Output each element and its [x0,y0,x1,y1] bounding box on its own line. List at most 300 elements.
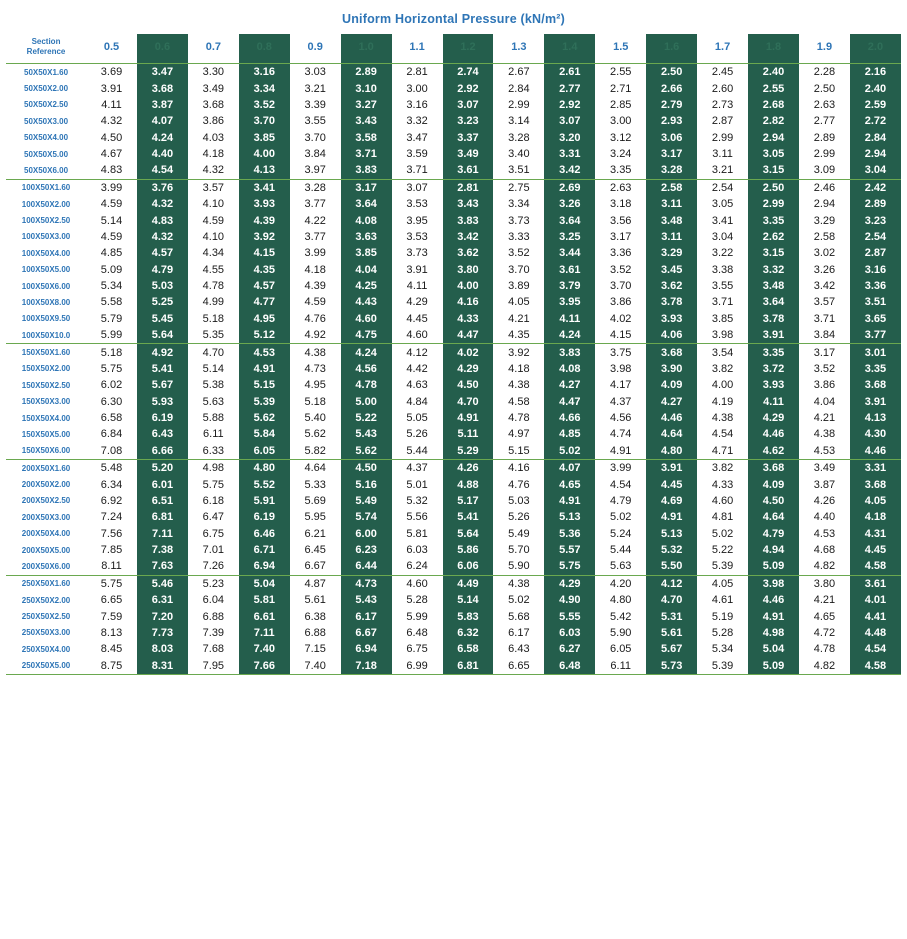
pressure-cell: 5.02 [610,511,632,524]
pressure-cell: 3.68 [137,80,188,96]
pressure-cell: 3.73 [406,247,428,260]
pressure-cell: 3.70 [304,131,326,144]
pressure-cell: 4.65 [544,476,595,492]
pressure-cell: 6.75 [406,643,428,656]
pressure-cell: 2.77 [813,115,836,128]
pressure-cell: 2.81 [406,66,428,79]
pressure-cell: 5.90 [610,626,632,639]
pressure-cell: 4.79 [610,494,632,507]
column-header-row [6,34,901,64]
pressure-cell: 3.71 [406,164,428,177]
pressure-cell: 7.11 [137,526,188,542]
pressure-cell: 5.57 [544,542,595,558]
table-row [6,80,901,96]
column-header-0-6: 0.6 [137,34,188,64]
pressure-cell: 4.90 [544,592,595,608]
pressure-cell: 3.00 [610,115,632,128]
pressure-cell: 4.45 [850,542,901,558]
pressure-cell: 4.39 [304,280,326,293]
pressure-cell: 6.44 [341,558,392,575]
pressure-cell: 3.49 [799,460,850,477]
pressure-cell: 5.39 [711,560,734,573]
pressure-cell: 3.37 [443,130,494,146]
pressure-cell: 3.42 [544,162,595,179]
pressure-cell: 3.35 [748,344,799,361]
pressure-cell: 8.45 [100,643,123,656]
pressure-cell: 6.43 [137,426,188,442]
pressure-cell: 2.50 [813,82,836,95]
row-header-section-reference: 200X50X2.50 [21,496,71,506]
pressure-cell: 6.71 [239,542,290,558]
pressure-cell: 6.06 [443,558,494,575]
table-row [6,245,901,261]
pressure-cell: 4.26 [443,460,494,477]
pressure-cell: 4.11 [748,394,799,410]
pressure-cell: 4.95 [304,379,326,392]
column-header-1-8: 1.8 [748,34,799,64]
pressure-cell: 4.13 [850,410,901,426]
pressure-cell: 4.87 [290,575,341,592]
pressure-cell: 4.71 [711,444,734,457]
pressure-cell: 5.63 [202,395,225,408]
pressure-cell: 4.26 [813,494,836,507]
pressure-cell: 5.02 [508,594,530,607]
pressure-cell: 4.60 [406,329,428,342]
pressure-cell: 3.40 [508,148,530,161]
pressure-cell: 3.49 [202,82,225,95]
pressure-cell: 3.35 [610,164,632,177]
pressure-cell: 7.08 [100,444,123,457]
pressure-cell: 3.28 [646,162,697,179]
pressure-cell: 4.83 [137,212,188,228]
column-header-0-9: 0.9 [290,34,341,64]
pressure-cell: 5.15 [239,377,290,393]
pressure-cell: 4.25 [341,278,392,294]
pressure-cell: 5.99 [406,610,428,623]
pressure-cell: 6.24 [406,560,428,573]
pressure-cell: 3.93 [646,311,697,327]
pressure-cell: 5.34 [100,280,123,293]
pressure-cell: 3.11 [712,148,733,161]
pressure-cell: 4.98 [748,625,799,641]
pressure-cell: 5.93 [137,394,188,410]
pressure-cell: 4.45 [406,312,428,325]
pressure-cell: 2.68 [748,97,799,113]
pressure-cell: 3.26 [544,196,595,212]
pressure-cell: 6.03 [406,544,428,557]
pressure-cell: 3.70 [610,280,632,293]
pressure-cell: 4.27 [544,377,595,393]
pressure-cell: 4.72 [813,626,836,639]
pressure-cell: 4.53 [813,444,836,457]
pressure-cell: 7.66 [239,658,290,675]
pressure-cell: 3.42 [813,280,836,293]
pressure-cell: 2.85 [610,98,632,111]
pressure-cell: 4.95 [239,311,290,327]
row-header-section-reference: 250X50X5.00 [6,658,86,675]
pressure-cell: 6.11 [203,428,224,441]
pressure-cell: 5.50 [646,558,697,575]
pressure-cell: 6.43 [508,643,530,656]
pressure-cell: 6.18 [202,494,225,507]
pressure-cell: 4.62 [748,443,799,460]
pressure-cell: 6.27 [544,641,595,657]
pressure-cell: 4.69 [646,493,697,509]
pressure-cell: 3.64 [748,294,799,310]
pressure-cell: 4.03 [202,131,225,144]
pressure-cell: 5.32 [406,494,428,507]
pressure-cell: 3.47 [137,64,188,81]
pressure-cell: 3.57 [188,179,239,196]
pressure-cell: 7.63 [137,558,188,575]
pressure-cell: 3.52 [239,97,290,113]
pressure-cell: 4.55 [202,263,225,276]
pressure-cell: 3.87 [813,478,836,491]
pressure-cell: 5.41 [443,509,494,525]
pressure-cell: 4.12 [646,575,697,592]
corner-header-line-1: Section [31,37,61,46]
pressure-cell: 3.85 [711,312,734,325]
pressure-cell: 5.43 [341,592,392,608]
pressure-cell: 6.94 [239,558,290,575]
table-row [6,130,901,146]
pressure-cell: 2.72 [850,113,901,129]
pressure-cell: 5.25 [137,294,188,310]
pressure-cell: 4.60 [711,494,734,507]
pressure-cell: 4.53 [239,344,290,361]
pressure-cell: 5.05 [406,412,428,425]
pressure-cell: 5.02 [544,443,595,460]
pressure-cell: 6.46 [239,526,290,542]
column-header-0-5: 0.5 [86,34,137,64]
pressure-cell: 5.33 [304,478,326,491]
pressure-cell: 4.61 [711,594,734,607]
pressure-cell: 4.46 [850,443,901,460]
pressure-cell: 4.81 [711,511,734,524]
pressure-cell: 4.10 [202,230,225,243]
pressure-cell: 4.41 [850,608,901,624]
pressure-cell: 4.91 [646,509,697,525]
row-header-section-reference: 100X50X4.00 [21,248,71,258]
pressure-cell: 4.91 [544,493,595,509]
pressure-cell: 5.31 [646,608,697,624]
pressure-cell: 5.39 [697,658,748,675]
pressure-cell: 4.39 [239,212,290,228]
pressure-cell: 4.18 [202,148,225,161]
row-header-section-reference: 100X50X9.50 [21,314,71,324]
pressure-cell: 3.00 [406,82,428,95]
pressure-cell: 3.89 [508,280,530,293]
pressure-cell: 5.09 [100,263,123,276]
pressure-cell: 7.85 [100,544,123,557]
column-header-0-7: 0.7 [188,34,239,64]
pressure-cell: 2.59 [850,97,901,113]
pressure-cell: 3.34 [239,80,290,96]
pressure-cell: 5.90 [508,560,530,573]
pressure-cell: 3.20 [544,130,595,146]
pressure-cell: 6.19 [137,410,188,426]
pressure-cell: 2.99 [748,196,799,212]
pressure-cell: 3.86 [202,115,225,128]
pressure-cell: 4.59 [100,230,123,243]
pressure-cell: 4.32 [137,229,188,245]
pressure-cell: 5.11 [443,426,494,442]
pressure-cell: 2.40 [850,80,901,96]
pressure-cell: 3.15 [748,245,799,261]
pressure-cell: 3.99 [595,460,646,477]
pressure-cell: 5.14 [443,592,494,608]
pressure-cell: 4.40 [137,146,188,162]
pressure-cell: 6.66 [137,443,188,460]
pressure-cell: 3.97 [304,164,326,177]
pressure-cell: 4.29 [544,575,595,592]
pressure-cell: 4.21 [508,312,530,325]
pressure-cell: 3.07 [392,179,443,196]
pressure-cell: 4.45 [646,476,697,492]
pressure-cell: 4.59 [100,198,123,211]
pressure-cell: 4.38 [813,428,836,441]
pressure-cell: 3.65 [850,311,901,327]
table-row [6,443,901,460]
pressure-cell: 3.29 [646,245,697,261]
pressure-cell: 5.63 [610,560,632,573]
pressure-cell: 4.29 [406,296,428,309]
pressure-cell: 3.52 [610,263,632,276]
pressure-cell: 3.52 [813,362,836,375]
pressure-cell: 2.63 [813,98,836,111]
pressure-cell: 3.87 [137,97,188,113]
pressure-cell: 4.05 [697,575,748,592]
pressure-cell: 5.62 [341,443,392,460]
pressure-cell: 6.32 [443,625,494,641]
pressure-cell: 3.62 [443,245,494,261]
pressure-cell: 6.47 [202,511,225,524]
pressure-cell: 3.01 [850,344,901,361]
table-row [6,410,901,426]
pressure-cell: 5.74 [341,509,392,525]
pressure-cell: 4.40 [813,511,836,524]
pressure-cell: 4.79 [137,262,188,278]
pressure-cell: 3.68 [850,476,901,492]
pressure-cell: 4.06 [646,327,697,344]
pressure-cell: 3.04 [850,162,901,179]
row-header-section-reference: 100X50X8.00 [21,297,71,307]
pressure-cell: 2.50 [646,64,697,81]
pressure-cell: 4.80 [610,594,632,607]
column-header-1-4: 1.4 [544,34,595,64]
table-row [6,377,901,393]
table-row [6,493,901,509]
pressure-cell: 4.99 [202,296,225,309]
pressure-cell: 6.61 [239,608,290,624]
pressure-cell: 5.01 [406,478,428,491]
pressure-cell: 5.00 [341,394,392,410]
table-row [6,592,901,608]
pressure-cell: 3.52 [508,247,530,260]
corner-header [6,34,86,64]
pressure-cell: 3.06 [646,130,697,146]
pressure-cell: 3.18 [610,198,632,211]
pressure-cell: 4.50 [100,131,123,144]
pressure-cell: 4.09 [748,476,799,492]
pressure-cell: 5.28 [406,594,428,607]
table-row [6,575,901,592]
pressure-cell: 4.05 [508,296,530,309]
pressure-cell: 4.42 [406,362,428,375]
pressure-cell: 6.81 [137,509,188,525]
pressure-cell: 3.82 [711,362,734,375]
pressure-cell: 4.38 [290,344,341,361]
pressure-cell: 5.14 [100,214,123,227]
pressure-cell: 2.73 [711,98,734,111]
pressure-cell: 4.11 [406,280,428,293]
pressure-cell: 3.23 [850,212,901,228]
pressure-cell: 4.64 [290,460,341,477]
pressure-cell: 4.17 [610,379,632,392]
pressure-cell: 5.15 [508,444,530,457]
pressure-cell: 5.09 [748,658,799,675]
pressure-cell: 3.68 [748,460,799,477]
pressure-cell: 3.64 [544,212,595,228]
pressure-cell: 5.24 [610,527,632,540]
pressure-cell: 4.27 [646,394,697,410]
pressure-cell: 6.92 [100,494,123,507]
pressure-cell: 4.50 [443,377,494,393]
pressure-cell: 4.88 [443,476,494,492]
pressure-cell: 5.81 [406,527,428,540]
pressure-cell: 4.75 [341,327,392,344]
pressure-cell: 3.92 [239,229,290,245]
pressure-cell: 6.67 [304,560,326,573]
row-header-section-reference: 200X50X6.00 [21,561,71,571]
pressure-cell: 5.13 [544,509,595,525]
pressure-cell: 4.20 [595,575,646,592]
pressure-cell: 3.27 [341,97,392,113]
pressure-cell: 5.58 [100,296,123,309]
pressure-cell: 5.67 [646,641,697,657]
pressure-cell: 3.70 [508,263,530,276]
pressure-cell: 4.18 [850,509,901,525]
pressure-cell: 4.38 [493,575,544,592]
pressure-cell: 5.91 [239,493,290,509]
pressure-cell: 3.85 [239,130,290,146]
pressure-cell: 2.94 [850,146,901,162]
pressure-cell: 3.71 [711,296,734,309]
pressure-cell: 7.18 [341,658,392,675]
pressure-cell: 5.55 [544,608,595,624]
column-header-1-0: 1.0 [341,34,392,64]
pressure-cell: 4.18 [508,362,530,375]
pressure-cell: 3.26 [813,263,836,276]
pressure-cell: 4.47 [544,394,595,410]
pressure-cell: 6.38 [304,610,326,623]
pressure-cell: 4.94 [748,542,799,558]
pressure-cell: 3.63 [341,229,392,245]
pressure-cell: 3.71 [341,146,392,162]
pressure-cell: 6.88 [304,626,326,639]
pressure-cell: 2.99 [711,131,734,144]
pressure-cell: 3.57 [813,296,836,309]
pressure-cell: 3.86 [610,296,632,309]
column-header-1-2: 1.2 [443,34,494,64]
pressure-cell: 5.04 [239,575,290,592]
pressure-cell: 4.50 [341,460,392,477]
pressure-cell: 4.16 [493,460,544,477]
pressure-cell: 4.98 [188,460,239,477]
row-header-section-reference: 100X50X5.00 [21,265,71,275]
pressure-cell: 4.49 [443,575,494,592]
pressure-cell: 4.15 [239,245,290,261]
row-header-section-reference: 250X50X2.50 [21,612,71,622]
pressure-cell: 3.77 [304,198,326,211]
pressure-cell: 3.05 [711,198,734,211]
pressure-cell: 5.64 [137,327,188,344]
pressure-cell: 3.07 [443,97,494,113]
pressure-cell: 3.24 [610,148,632,161]
pressure-cell: 5.16 [341,476,392,492]
pressure-cell: 4.70 [646,592,697,608]
pressure-cell: 2.92 [544,97,595,113]
pressure-cell: 4.64 [748,509,799,525]
pressure-cell: 5.64 [443,526,494,542]
pressure-cell: 5.62 [239,410,290,426]
row-header-section-reference: 250X50X1.60 [6,575,86,592]
pressure-cell: 4.53 [813,527,836,540]
pressure-cell: 4.78 [813,643,836,656]
pressure-cell: 4.50 [748,493,799,509]
pressure-cell: 3.93 [239,196,290,212]
pressure-cell: 3.43 [443,196,494,212]
pressure-cell: 2.74 [443,64,494,81]
pressure-cell: 4.54 [711,428,734,441]
pressure-cell: 4.92 [304,329,326,342]
pressure-cell: 4.46 [646,410,697,426]
table-row [6,212,901,228]
row-header-section-reference: 150X50X5.00 [21,429,71,439]
pressure-cell: 4.91 [443,410,494,426]
pressure-cell: 4.08 [341,212,392,228]
table-row [6,196,901,212]
pressure-cell: 4.05 [850,493,901,509]
pressure-cell: 2.82 [748,113,799,129]
pressure-cell: 3.68 [202,98,225,111]
pressure-cell: 8.13 [100,626,123,639]
pressure-cell: 4.32 [100,115,123,128]
pressure-cell: 5.86 [443,542,494,558]
pressure-cell: 6.00 [341,526,392,542]
pressure-cell: 3.55 [304,115,326,128]
pressure-cell: 5.44 [406,444,428,457]
pressure-cell: 4.10 [202,198,225,211]
pressure-cell: 5.82 [304,444,326,457]
pressure-cell: 6.33 [202,444,225,457]
pressure-cell: 5.36 [544,526,595,542]
pressure-cell: 2.58 [646,179,697,196]
pressure-cell: 3.84 [304,148,326,161]
pressure-cell: 5.04 [748,641,799,657]
pressure-cell: 4.78 [341,377,392,393]
table-row [6,229,901,245]
pressure-cell: 4.92 [137,344,188,361]
pressure-cell: 7.01 [202,544,225,557]
pressure-cell: 3.72 [748,361,799,377]
pressure-cell: 2.99 [813,148,836,161]
pressure-cell: 5.32 [646,542,697,558]
pressure-cell: 7.59 [100,610,123,623]
pressure-cell: 3.41 [711,214,734,227]
row-header-section-reference: 150X50X4.00 [21,413,71,423]
pressure-cell: 4.85 [100,247,123,260]
